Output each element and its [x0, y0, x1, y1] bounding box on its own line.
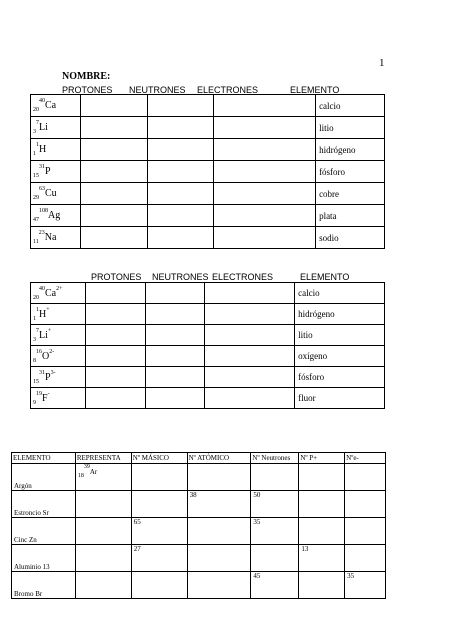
data-cell[interactable]	[75, 518, 131, 545]
t1-header-neutrones: NEUTRONES	[129, 85, 186, 95]
data-cell[interactable]	[299, 572, 345, 599]
element-symbol: P	[45, 371, 51, 383]
data-cell[interactable]	[187, 464, 251, 491]
table-row	[31, 304, 385, 325]
data-cell: 35	[345, 572, 386, 599]
element-name: litio	[295, 325, 385, 346]
element-name: sodio	[316, 227, 385, 249]
mass-number: 23	[38, 230, 45, 236]
atomic-number: 3	[33, 336, 36, 343]
column-header: Nº P+	[299, 453, 345, 464]
nombre-label: NOMBRE:	[62, 71, 111, 82]
table-row	[31, 183, 385, 205]
answer-cell[interactable]	[145, 346, 205, 367]
t1-header-protones: PROTONES	[62, 85, 113, 95]
data-cell[interactable]	[75, 545, 131, 572]
isotope-symbol	[31, 325, 86, 346]
answer-cell[interactable]	[145, 304, 205, 325]
data-cell[interactable]	[131, 491, 187, 518]
data-cell: 27	[131, 545, 187, 572]
data-cell[interactable]	[299, 464, 345, 491]
mass-number: 40	[39, 98, 45, 104]
answer-cell[interactable]	[80, 183, 147, 205]
atomic-number: 15	[33, 173, 39, 179]
data-cell: 65	[131, 518, 187, 545]
answer-cell[interactable]	[80, 117, 147, 139]
answer-cell[interactable]	[147, 183, 214, 205]
element-symbol: Ar	[89, 468, 98, 476]
element-name: calcio	[295, 283, 385, 304]
t1-header-elemento: ELEMENTO	[290, 85, 340, 95]
column-header: REPRESENTA	[75, 453, 131, 464]
mass-number: 40	[39, 285, 45, 292]
isotope-symbol	[31, 95, 81, 117]
t1-header-electrones: ELECTRONES	[197, 85, 259, 95]
answer-cell[interactable]	[205, 325, 295, 346]
element-name: fósforo	[295, 367, 385, 388]
data-cell: 35	[251, 518, 299, 545]
answer-cell[interactable]	[85, 325, 145, 346]
element-label: Estroncio Sr	[12, 491, 76, 518]
data-cell[interactable]	[131, 572, 187, 599]
answer-cell[interactable]	[145, 388, 205, 409]
mass-number: 31	[39, 369, 45, 376]
atomic-number: 20	[33, 107, 39, 113]
element-symbol: O	[42, 350, 50, 362]
answer-cell[interactable]	[145, 283, 205, 304]
answer-cell[interactable]	[145, 367, 205, 388]
column-header: Nº Neutrones	[251, 453, 299, 464]
isotope-symbol	[31, 367, 86, 388]
column-header: Nº MÁSICO	[131, 453, 187, 464]
answer-cell[interactable]	[147, 139, 214, 161]
mass-number: 39	[83, 464, 90, 470]
element-label: Argón	[12, 464, 76, 491]
table-row	[31, 346, 385, 367]
answer-cell[interactable]	[214, 117, 316, 139]
atomic-number: 11	[33, 239, 39, 245]
t2-header-elemento: ELEMENTO	[300, 272, 350, 282]
element-name: hidrógeno	[295, 304, 385, 325]
data-cell[interactable]	[345, 545, 386, 572]
ion-charge: 2-	[49, 348, 55, 355]
element-symbol: Na	[44, 232, 57, 243]
atomic-number: 1	[33, 151, 36, 157]
table-row	[31, 367, 385, 388]
atomic-number: 29	[33, 195, 39, 201]
isotope-symbol	[31, 161, 81, 183]
table-row	[12, 464, 386, 491]
answer-cell[interactable]	[147, 205, 214, 227]
element-symbol: F	[42, 392, 48, 404]
mass-number: 16	[36, 348, 42, 355]
mass-number: 1	[36, 306, 39, 313]
isotope-symbol	[31, 227, 81, 249]
answer-cell[interactable]	[85, 388, 145, 409]
element-symbol: Li	[39, 122, 48, 133]
element-symbol: Ca	[45, 100, 57, 111]
atomic-number: 47	[33, 217, 39, 223]
answer-cell[interactable]	[214, 205, 316, 227]
table-row	[31, 388, 385, 409]
isotope-symbol	[31, 304, 86, 325]
data-cell: 50	[251, 491, 299, 518]
element-name: fósforo	[316, 161, 385, 183]
table-header-row	[12, 453, 386, 464]
answer-cell[interactable]	[214, 227, 316, 249]
data-cell: 38	[187, 491, 251, 518]
atomic-number: 15	[33, 378, 39, 385]
answer-cell[interactable]	[147, 227, 214, 249]
t2-header-protones: PROTONES	[91, 272, 142, 282]
table-row	[12, 518, 386, 545]
element-data-table	[11, 452, 386, 599]
answer-cell[interactable]	[85, 367, 145, 388]
page-number: 1	[379, 57, 385, 69]
data-cell[interactable]	[251, 464, 299, 491]
answer-cell[interactable]	[214, 183, 316, 205]
isotope-table-1	[30, 94, 385, 249]
answer-cell[interactable]	[80, 161, 147, 183]
element-symbol: H	[39, 308, 47, 320]
element-name: calcio	[316, 95, 385, 117]
isotope-symbol	[31, 346, 86, 367]
data-cell[interactable]	[345, 491, 386, 518]
data-cell[interactable]	[251, 545, 299, 572]
answer-cell[interactable]	[80, 227, 147, 249]
mass-number: 19	[36, 390, 42, 397]
table-row	[31, 117, 385, 139]
data-cell: 13	[299, 545, 345, 572]
answer-cell[interactable]	[85, 304, 145, 325]
answer-cell[interactable]	[205, 346, 295, 367]
table-row	[31, 283, 385, 304]
table-row	[31, 205, 385, 227]
element-name: cobre	[316, 183, 385, 205]
ion-charge: -	[47, 390, 50, 397]
element-symbol: Ca	[45, 287, 57, 299]
data-cell[interactable]	[131, 464, 187, 491]
answer-cell[interactable]	[214, 95, 316, 117]
isotope-symbol	[31, 388, 86, 409]
answer-cell[interactable]	[214, 139, 316, 161]
ion-charge: 3-	[50, 369, 56, 376]
argon-representation	[75, 464, 131, 491]
column-header: ELEMENTO	[12, 453, 76, 464]
ion-charge: 2+	[56, 285, 63, 292]
element-name: fluor	[295, 388, 385, 409]
atomic-number: 3	[33, 129, 36, 135]
atomic-number: 20	[33, 294, 39, 301]
mass-number: 31	[39, 164, 45, 170]
t2-header-electrones: ELECTRONES	[212, 272, 274, 282]
element-symbol: Li	[39, 329, 48, 341]
data-cell[interactable]	[187, 545, 251, 572]
data-cell[interactable]	[345, 518, 386, 545]
answer-cell[interactable]	[205, 388, 295, 409]
data-cell: 45	[251, 572, 299, 599]
answer-cell[interactable]	[205, 367, 295, 388]
element-symbol: H	[39, 144, 47, 155]
atomic-number: 9	[33, 399, 36, 406]
table-row	[31, 95, 385, 117]
element-symbol: Cu	[45, 188, 57, 199]
data-cell[interactable]	[345, 464, 386, 491]
mass-number: 63	[39, 186, 45, 192]
answer-cell[interactable]	[80, 205, 147, 227]
data-cell[interactable]	[299, 491, 345, 518]
answer-cell[interactable]	[80, 139, 147, 161]
answer-cell[interactable]	[85, 346, 145, 367]
ion-charge: +	[46, 306, 50, 313]
isotope-symbol	[31, 117, 81, 139]
answer-cell[interactable]	[145, 325, 205, 346]
mass-number: 7	[36, 327, 39, 334]
answer-cell[interactable]	[147, 95, 214, 117]
ion-table	[30, 282, 385, 409]
isotope-symbol	[31, 139, 81, 161]
element-name: hidrógeno	[316, 139, 385, 161]
data-cell[interactable]	[187, 518, 251, 545]
element-label: Aluminio 13	[12, 545, 76, 572]
table-row	[31, 139, 385, 161]
data-cell[interactable]	[75, 491, 131, 518]
ion-charge: +	[47, 327, 52, 334]
table-row	[12, 545, 386, 572]
element-label: Cinc Zn	[12, 518, 76, 545]
element-symbol: Ag	[48, 210, 61, 221]
element-name: oxígeno	[295, 346, 385, 367]
element-label: Bromo Br	[12, 572, 76, 599]
column-header: Nº ATÓMICO	[187, 453, 251, 464]
table-row	[12, 572, 386, 599]
isotope-symbol	[31, 183, 81, 205]
data-cell[interactable]	[187, 572, 251, 599]
answer-cell[interactable]	[85, 283, 145, 304]
mass-number: 1	[36, 142, 39, 148]
table-row	[31, 161, 385, 183]
column-header: Nºe-	[345, 453, 386, 464]
atomic-number: 8	[33, 357, 36, 364]
atomic-number: 1	[33, 315, 36, 322]
data-cell[interactable]	[75, 572, 131, 599]
table-row	[12, 491, 386, 518]
element-name: litio	[316, 117, 385, 139]
table-row	[31, 227, 385, 249]
mass-number: 108	[39, 208, 48, 214]
answer-cell[interactable]	[214, 161, 316, 183]
element-name: plata	[316, 205, 385, 227]
t2-header-neutrones: NEUTRONES	[152, 272, 209, 282]
mass-number: 7	[36, 120, 39, 126]
atomic-number: 18	[77, 473, 84, 479]
answer-cell[interactable]	[205, 283, 295, 304]
table-row	[31, 325, 385, 346]
answer-cell[interactable]	[80, 95, 147, 117]
answer-cell[interactable]	[205, 304, 295, 325]
isotope-symbol	[31, 283, 86, 304]
data-cell[interactable]	[299, 518, 345, 545]
isotope-symbol	[31, 205, 81, 227]
answer-cell[interactable]	[147, 161, 214, 183]
answer-cell[interactable]	[147, 117, 214, 139]
element-symbol: P	[45, 166, 51, 177]
